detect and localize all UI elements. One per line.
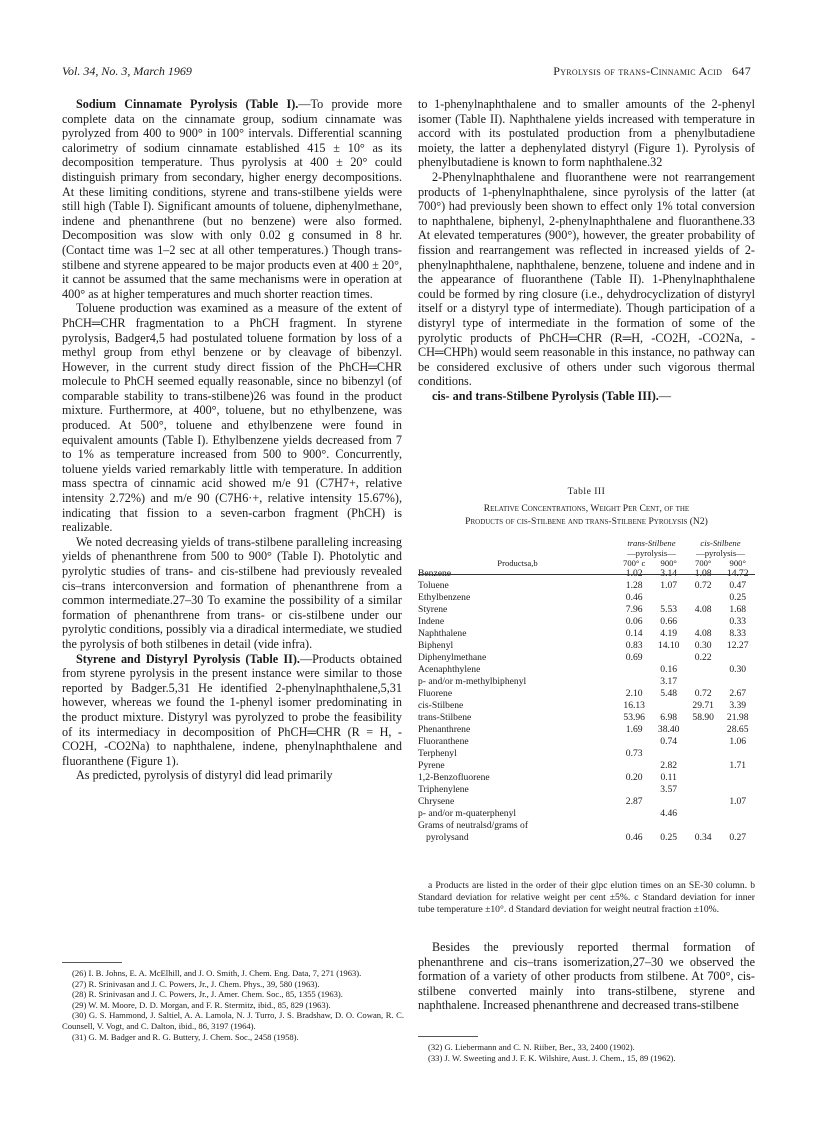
value-cell: 0.22 bbox=[694, 652, 712, 663]
value-cell bbox=[720, 820, 755, 832]
value-cell: 38.40 bbox=[657, 724, 680, 735]
value-cell bbox=[720, 652, 755, 664]
footnotes-right bbox=[418, 1042, 755, 1063]
col-header: 700° bbox=[695, 558, 712, 568]
value-cell bbox=[686, 808, 721, 820]
table-row bbox=[418, 664, 755, 676]
right-column bbox=[418, 97, 755, 403]
product-name: Fluoranthene bbox=[418, 736, 469, 747]
product-name: 1,2-Benzofluorene bbox=[418, 772, 490, 783]
value-cell bbox=[617, 664, 652, 676]
value-cell: 3.14 bbox=[660, 568, 678, 579]
table-row bbox=[418, 724, 755, 736]
product-name: Grams of neutralsd/grams of bbox=[418, 820, 529, 831]
value-cell: 0.46 bbox=[625, 592, 643, 603]
footnote: (28) R. Srinivasan and J. C. Powers, Jr., J. Amer. Chem. Soc., 85, 1355 (1963). bbox=[72, 989, 343, 1000]
value-cell: 3.57 bbox=[660, 784, 678, 795]
table-row bbox=[418, 628, 755, 640]
value-cell bbox=[720, 784, 755, 796]
value-cell: 0.47 bbox=[729, 580, 747, 591]
value-cell: 2.10 bbox=[625, 688, 643, 699]
paragraph bbox=[62, 652, 402, 769]
value-cell bbox=[686, 796, 721, 808]
product-name: trans-Stilbene bbox=[418, 712, 472, 723]
value-cell: 0.30 bbox=[729, 664, 747, 675]
value-cell bbox=[651, 592, 686, 604]
value-cell bbox=[617, 784, 652, 796]
value-cell: 0.16 bbox=[660, 664, 678, 675]
value-cell bbox=[720, 748, 755, 760]
table-row bbox=[418, 736, 755, 748]
product-name: Pyrene bbox=[418, 760, 445, 771]
section-heading: Sodium Cinnamate Pyrolysis (Table I). bbox=[76, 97, 299, 111]
value-cell: 8.33 bbox=[729, 628, 747, 639]
product-name: Naphthalene bbox=[418, 628, 467, 639]
value-cell: 5.53 bbox=[660, 604, 678, 615]
table-group-header bbox=[418, 538, 755, 548]
value-cell bbox=[651, 700, 686, 712]
table-title-line1: Relative Concentrations, Weight Per Cent, of the bbox=[483, 503, 690, 514]
value-cell: 4.08 bbox=[694, 604, 712, 615]
value-cell: 0.83 bbox=[625, 640, 643, 651]
value-cell bbox=[651, 652, 686, 664]
value-cell bbox=[686, 724, 721, 736]
product-name: Acenaphthylene bbox=[418, 664, 481, 675]
footnote: (26) I. B. Johns, E. A. McElhill, and J. O. Smith, J. Chem. Eng. Data, 7, 271 (1963). bbox=[72, 968, 362, 978]
value-cell: 0.30 bbox=[694, 640, 712, 651]
value-cell: 0.66 bbox=[660, 616, 678, 627]
table-row bbox=[418, 616, 755, 628]
product-name: Diphenylmethane bbox=[418, 652, 487, 663]
value-cell: 4.46 bbox=[660, 808, 678, 819]
value-cell: 1.68 bbox=[729, 604, 747, 615]
footnote-separator bbox=[62, 962, 122, 963]
paragraph: Besides the previously reported thermal formation of phenanthrene and cis–trans isomerization,27–30 we observed the formation of a variety of other products from stilbene. At 700°, cis-stilbene converted mainly into trans-stilbene, styrene and naphthalene. Increased phenanthrene and decreased trans-stilbene bbox=[418, 940, 755, 1013]
value-cell: 2.82 bbox=[660, 760, 678, 771]
value-cell: 14.72 bbox=[726, 568, 749, 579]
value-cell: 0.25 bbox=[729, 592, 747, 603]
table-body bbox=[418, 568, 755, 844]
product-name: Triphenylene bbox=[418, 784, 469, 795]
table-row bbox=[418, 808, 755, 820]
section-heading: Styrene and Distyryl Pyrolysis (Table II). bbox=[76, 651, 300, 666]
table-row bbox=[418, 796, 755, 808]
value-cell: 2.67 bbox=[729, 688, 747, 699]
value-cell: 0.69 bbox=[625, 652, 643, 663]
value-cell bbox=[686, 676, 721, 688]
page-number: 647 bbox=[732, 64, 751, 78]
value-cell: 1.69 bbox=[625, 724, 643, 735]
col-header: 700° c bbox=[623, 558, 646, 568]
value-cell: 0.73 bbox=[625, 748, 643, 759]
value-cell: 0.25 bbox=[660, 832, 678, 843]
table-notes bbox=[418, 880, 755, 916]
table-title-line2: Products of cis-Stilbene and trans-Stilbene Pyrolysis (N2) bbox=[465, 516, 708, 527]
product-name: p- and/or m-quaterphenyl bbox=[418, 808, 517, 819]
pyrolysis-label: pyrolysis bbox=[704, 548, 737, 558]
paragraph bbox=[418, 389, 755, 404]
value-cell: 0.72 bbox=[694, 580, 712, 591]
paragraph: to 1-phenylnaphthalene and to smaller amounts of the 2-phenyl isomer (Table II). Naphthalene yields increased with temperature in accord with its postulated production from a phenylbutadiene moiety, the latter a dephenylated distyryl (Figure 1). Pyrolysis of phenylbutadiene is known to form naphthalene.32 bbox=[418, 97, 755, 170]
value-cell: 1.02 bbox=[625, 568, 643, 579]
value-cell: 28.65 bbox=[726, 724, 749, 735]
value-cell bbox=[651, 748, 686, 760]
value-cell: 1.28 bbox=[625, 580, 643, 591]
paragraph: 2-Phenylnaphthalene and fluoranthene were not rearrangement products of 1-phenylnaphthalene, since pyrolysis of the latter (at 700°) had previously been shown to effect only 1% total conversion to naphthalene, biphenyl, 2-phenylnaphthalene and fluoranthene.33 At elevated temperatures (900°), however, the greater probability of fission and rearrangement was reflected in increased yields of 2-phenylnaphthalene, naphthalene, benzene, toluene and indene and in the appearance of fluoranthene (Table II). 1-Phenylnaphthalene could be formed by ring closure (i.e., dehydrocyclization of distyryl itself or a distyryl type of intermediate). Though participation of a distyryl type of intermediate in the formation of some of the pyrolytic products of PhCH═CHR (R═H, -CO2H, -CO2Na, -CH═CHPh) would seem reasonable in this instance, no pathway can be considered exclusive of others under such vigorous thermal conditions. bbox=[418, 169, 755, 389]
value-cell bbox=[686, 760, 721, 772]
product-name: cis-Stilbene bbox=[418, 700, 464, 711]
value-cell: 12.27 bbox=[726, 640, 749, 651]
value-cell: 5.48 bbox=[660, 688, 678, 699]
value-cell: 0.46 bbox=[625, 832, 643, 843]
value-cell: 58.90 bbox=[692, 712, 714, 723]
table-row bbox=[418, 832, 755, 844]
value-cell: 16.13 bbox=[623, 700, 645, 711]
value-cell: 4.08 bbox=[694, 628, 712, 639]
paragraph: As predicted, pyrolysis of distyryl did lead primarily bbox=[76, 768, 333, 783]
value-cell: 14.10 bbox=[657, 640, 680, 651]
table-rule bbox=[418, 574, 755, 575]
product-name: Terphenyl bbox=[418, 748, 457, 759]
value-cell: 1.06 bbox=[729, 736, 747, 747]
group-cis: cis-Stilbene bbox=[700, 538, 741, 548]
value-cell: 0.11 bbox=[660, 772, 677, 783]
value-cell bbox=[617, 736, 652, 748]
value-cell: 0.74 bbox=[660, 736, 678, 747]
table-row bbox=[418, 784, 755, 796]
product-name: Biphenyl bbox=[418, 640, 454, 651]
value-cell: 7.96 bbox=[625, 604, 643, 615]
right-column-continued bbox=[418, 940, 755, 1013]
table-column-header bbox=[418, 558, 755, 568]
value-cell bbox=[617, 820, 652, 832]
table-iii bbox=[418, 538, 755, 844]
product-name: Chrysene bbox=[418, 796, 455, 807]
running-header-right bbox=[553, 64, 751, 79]
value-cell: 1.08 bbox=[694, 568, 712, 579]
paragraph-text: —Products obtained from styrene pyrolysis in the present instance were similar to those reported by Badger.5,31 He identified 2-phenylnaphthalene,5,31 however, whereas we found the 1-phenyl isomer predominating in the product mixture. Distyryl was pyrolyzed to probe the feasibility of its intermediacy in decomposition of PhCH═CHR (R = H, -CO2H, -CO2Na) to naphthalene, indene, phenylnaphthalene and fluoranthene (Figure 1). bbox=[62, 651, 403, 768]
col-header: 900° bbox=[729, 558, 746, 568]
value-cell bbox=[686, 820, 721, 832]
value-cell bbox=[651, 820, 686, 832]
footnote-separator bbox=[418, 1036, 478, 1037]
table-row bbox=[418, 748, 755, 760]
table-row bbox=[418, 640, 755, 652]
group-trans: trans-Stilbene bbox=[627, 538, 676, 548]
value-cell bbox=[617, 676, 652, 688]
value-cell: 0.34 bbox=[694, 832, 712, 843]
value-cell: 3.17 bbox=[660, 676, 678, 687]
value-cell: 1.71 bbox=[729, 760, 747, 771]
table-row bbox=[418, 760, 755, 772]
value-cell bbox=[617, 760, 652, 772]
value-cell bbox=[686, 736, 721, 748]
value-cell bbox=[617, 808, 652, 820]
table-notes-text: a Products are listed in the order of their glpc elution times on an SE-30 column. b Standard deviation for relative weight per cent ±5%. c Standard deviation for inner tube temperature ±10°. d Standard deviation for weight neutral fraction ±10%. bbox=[418, 880, 755, 915]
value-cell bbox=[686, 772, 721, 784]
product-name: p- and/or m-methylbiphenyl bbox=[418, 676, 527, 687]
table-row bbox=[418, 700, 755, 712]
value-cell bbox=[651, 796, 686, 808]
value-cell bbox=[686, 616, 721, 628]
footnotes-left bbox=[62, 968, 404, 1042]
footnote: (29) W. M. Moore, D. D. Morgan, and F. R. Stermitz, ibid., 85, 829 (1963). bbox=[72, 999, 331, 1010]
paragraph bbox=[62, 97, 402, 301]
value-cell bbox=[720, 772, 755, 784]
value-cell: 1.07 bbox=[729, 796, 747, 807]
left-column bbox=[62, 97, 402, 783]
table-row bbox=[418, 592, 755, 604]
value-cell bbox=[686, 784, 721, 796]
value-cell: 4.19 bbox=[660, 628, 678, 639]
value-cell: 0.72 bbox=[694, 688, 712, 699]
section-heading: cis- and trans-Stilbene Pyrolysis (Table III). bbox=[432, 388, 659, 403]
pyrolysis-label: pyrolysis bbox=[635, 548, 668, 558]
paragraph: Toluene production was examined as a measure of the extent of PhCH═CHR fragmentation to a PhCH fragment. In styrene pyrolysis, Badger4,5 had postulated toluene formation by loss of a methyl group from ethyl benzene or by cleavage of bibenzyl. However, in the current study direct fission of the PhCH═CHR molecule to PhCH seemed equally reasonable, since no bibenzyl (of comparable stability to trans-stilbene)26 was found in the product mixture. Furthermore, at 400°, toluene, but no ethylbenzene, was produced. At 500°, toluene and ethylbenzene were found in equivalent amounts (Table I). Ethylbenzene yields decreased from 7 to 1% as temperature increased from 500 to 900°. Concurrently, toluene yields varied remarkably little with temperature. In addition mass spectra of cinnamic acid showed m/e 91 (C7H7+, relative intensity 2.72%) and m/e 90 (C7H6·+, relative intensity 15.67%), indicating that fission to a seven-carbon fragment (PhCH) is realizable. bbox=[62, 301, 402, 535]
product-name: Fluorene bbox=[418, 688, 453, 699]
product-name: Toluene bbox=[418, 580, 449, 591]
value-cell: 0.14 bbox=[625, 628, 643, 639]
table-label: Table III bbox=[567, 486, 606, 497]
footnote: (33) J. W. Sweeting and J. F. K. Wilshire, Aust. J. Chem., 15, 89 (1962). bbox=[428, 1052, 676, 1063]
table-row bbox=[418, 688, 755, 700]
table-row bbox=[418, 604, 755, 616]
value-cell bbox=[686, 592, 721, 604]
value-cell: 21.98 bbox=[726, 712, 749, 723]
product-name: pyrolysand bbox=[426, 832, 469, 843]
running-title: Pyrolysis of trans-Cinnamic Acid bbox=[553, 64, 723, 78]
table-row bbox=[418, 676, 755, 688]
value-cell: 29.71 bbox=[692, 700, 714, 711]
value-cell: 0.06 bbox=[625, 616, 643, 627]
product-name: Benzene bbox=[418, 568, 452, 579]
value-cell bbox=[720, 676, 755, 688]
product-name: Styrene bbox=[418, 604, 448, 615]
paragraph-text: —To provide more complete data on the cinnamate group, sodium cinnamate was pyrolyzed from 400 to 900° in 100° intervals. Differential scanning calorimetry of sodium cinnamate established 415 ± 10° as its decomposition temperature. Thus pyrolysis at 400 ± 20° could distinguish primary from secondary, higher energy decompositions. At these limiting conditions, styrene and trans-stilbene yields were still high (Table I). Significant amounts of toluene, diphenylmethane, indene and phenanthrene (but no benzene) were also formed. Decomposition was slow with only 0.02 g consumed in 8 hr. (Contact time was 1–2 sec at all other temperatures.) Though trans-stilbene and styrene appeared to be major products even at 400 ± 20°, it cannot be assumed that the same mechanisms were in operation at 400° as at higher temperatures and much shorter reaction times. bbox=[62, 97, 402, 301]
product-name: Indene bbox=[418, 616, 445, 627]
table-row bbox=[418, 580, 755, 592]
value-cell: 6.98 bbox=[660, 712, 678, 723]
table-subgroup-header: —pyrolysis— —pyrolysis— bbox=[627, 548, 745, 558]
value-cell bbox=[686, 748, 721, 760]
footnote: (32) G. Liebermann and C. N. Riiber, Ber., 33, 2400 (1902). bbox=[428, 1042, 635, 1052]
table-row bbox=[418, 772, 755, 784]
value-cell bbox=[720, 808, 755, 820]
footnote: (30) G. S. Hammond, J. Saltiel, A. A. Lamola, N. J. Turro, J. S. Bradshaw, D. O. Cowan, R. C. Counsell, V. Vogt, and C. Dalton, ibid., 86, 3197 (1964). bbox=[62, 1010, 404, 1031]
product-name: Phenanthrene bbox=[418, 724, 471, 735]
running-header-left: Vol. 34, No. 3, March 1969 bbox=[62, 64, 192, 78]
paragraph-text: — bbox=[658, 388, 672, 403]
table-row bbox=[418, 652, 755, 664]
footnote: (31) G. M. Badger and R. G. Buttery, J. Chem. Soc., 2458 (1958). bbox=[72, 1031, 299, 1042]
value-cell: 53.96 bbox=[623, 712, 645, 723]
value-cell: 1.07 bbox=[660, 580, 678, 591]
table-row bbox=[418, 712, 755, 724]
paragraph: We noted decreasing yields of trans-stilbene paralleling increasing yields of phenanthrene from 500 to 900° (Table I). Photolytic and pyrolytic studies of trans- and cis-stilbene had previously revealed cis–trans interconversion and formation of phenanthrene from a common intermediate.27–30 To examine the possibility of a similar formation of phenanthrene from trans- or cis-stilbene under our pyrolytic conditions, possibly via a diradical intermediate, we studied the pyrolysis of both stilbenes in detail (vide infra). bbox=[62, 534, 402, 651]
col-products: Productsa,b bbox=[497, 558, 538, 568]
product-name: Ethylbenzene bbox=[418, 592, 471, 603]
value-cell: 0.27 bbox=[729, 832, 747, 843]
value-cell bbox=[686, 664, 721, 676]
value-cell: 2.87 bbox=[625, 796, 643, 807]
col-header: 900° bbox=[660, 558, 677, 568]
table-row bbox=[418, 820, 755, 832]
value-cell: 0.33 bbox=[729, 616, 747, 627]
footnote: (27) R. Srinivasan and J. C. Powers, Jr., J. Chem. Phys., 39, 580 (1963). bbox=[72, 978, 320, 989]
value-cell: 0.20 bbox=[625, 772, 643, 783]
value-cell: 3.39 bbox=[729, 700, 747, 711]
